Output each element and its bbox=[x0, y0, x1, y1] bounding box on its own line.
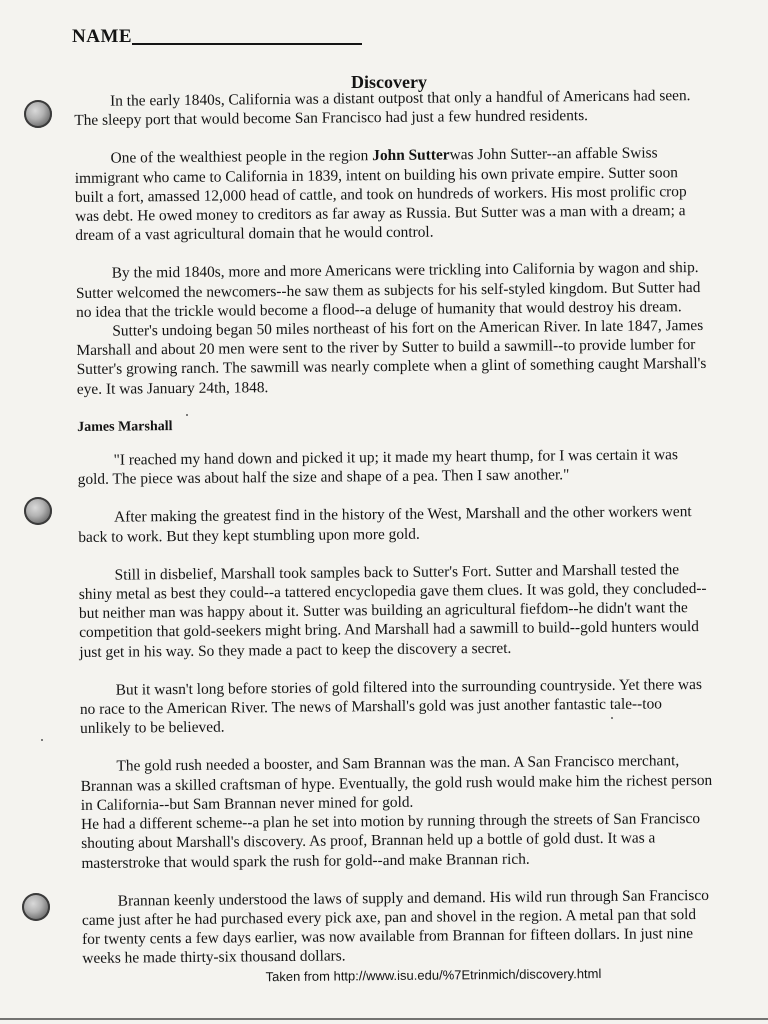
quote-paragraph: "I reached my hand down and picked it up; it made my heart thump, for I was certain it was gold. The piece was about half the size and shape of a pea. Then I saw another." bbox=[77, 446, 679, 489]
name-label: NAME bbox=[72, 26, 133, 47]
paragraph-lead: One of the wealthiest people in the region bbox=[110, 147, 369, 168]
article-body bbox=[74, 86, 715, 988]
paragraph: The gold rush needed a booster, and Sam Brannan was the man. A San Francisco merchant, Brannan was a skilled craftsman of hype. Eventually, the gold rush would make him the richest person in California--but Sam Brannan never mined for gold. bbox=[80, 752, 713, 814]
hole-punch bbox=[22, 893, 50, 921]
paragraph: By the mid 1840s, more and more Americans were trickling into California by wagon and ship. Sutter welcomed the newcomers--he saw them as subjects for his self-styled kingdom. But Sutter had no idea that the trickle would become a flood--a deluge of humanity that would destroy his dream. bbox=[75, 259, 701, 321]
paragraph: Sutter's undoing began 50 miles northeast of his fort on the American River. In late 1847, James Marshall and about 20 men were sent to the river by Sutter to build a sawmill--to provide lumber for Sutter's growing ranch. The sawmill was nearly complete when a glint of something caught Marshall's eye. It was January 24th, 1848. bbox=[76, 317, 707, 398]
name-blank-line bbox=[132, 43, 362, 45]
page-edge-line bbox=[0, 1018, 768, 1020]
page-title: Discovery bbox=[351, 72, 427, 92]
hole-punch bbox=[24, 497, 52, 525]
paragraph: After making the greatest find in the history of the West, Marshall and the other workers went back to work. But they kept stumbling upon more gold. bbox=[78, 503, 692, 546]
hole-punch bbox=[24, 100, 52, 128]
source-citation: Taken from http://www.isu.edu/%7Etrinmich/discovery.html bbox=[265, 965, 602, 984]
paragraph: But it wasn't long before stories of gold filtered into the surrounding countryside. Yet there was no race to the American River. The news of Marshall's gold was just another fantastic tale--too unlikely to be believed. bbox=[79, 675, 703, 738]
paragraph bbox=[75, 143, 708, 245]
scan-speck bbox=[41, 739, 43, 741]
paragraph: In the early 1840s, California was a distant outpost that only a handful of Americans had seen. The sleepy port that would become San Francisco had just a few hundred residents. bbox=[74, 87, 691, 130]
person-name: John Sutter bbox=[372, 146, 450, 165]
section-heading: James Marshall bbox=[77, 418, 173, 435]
paragraph-rest: was John Sutter--an affable Swiss immigrant who came to California in 1839, intent on building his own private empire. Sutter soon built a fort, amassed 12,000 head of cattle, and took on hundreds of workers. His most prolific crop was debt. He owed money to creditors as far away as Russia. But Sutter was a man with a dream; a dream of a vast agricultural domain that he would control. bbox=[74, 144, 687, 245]
paragraph: Brannan keenly understood the laws of supply and demand. His wild run through San Francisco came just after he had purchased every pick axe, pan and shovel in the region. A metal pan that sold for twenty cents a few days earlier, was now available from Brannan for fifteen dollars. In just nine weeks he made thirty-six thousand dollars. bbox=[81, 886, 709, 968]
paragraph: Still in disbelief, Marshall took samples back to Sutter's Fort. Sutter and Marshall tested the shiny metal as best they could--a tattered encyclopedia gave them clues. It was gold, they concluded--but neither man was happy about it. Sutter was building an agricultural fiefdom--he didn't want the competition that gold-seekers might bring. And Marshall had a sawmill to build--gold hunters would just get in his way. So they made a pact to keep the discovery a secret. bbox=[78, 561, 707, 661]
paragraph: He had a different scheme--a plan he set into motion by running through the streets of San Francisco shouting about Marshall's discovery. As proof, Brannan held up a bottle of gold dust. It was a masterstroke that would spark the rush for gold--and make Brannan rich. bbox=[80, 810, 701, 872]
